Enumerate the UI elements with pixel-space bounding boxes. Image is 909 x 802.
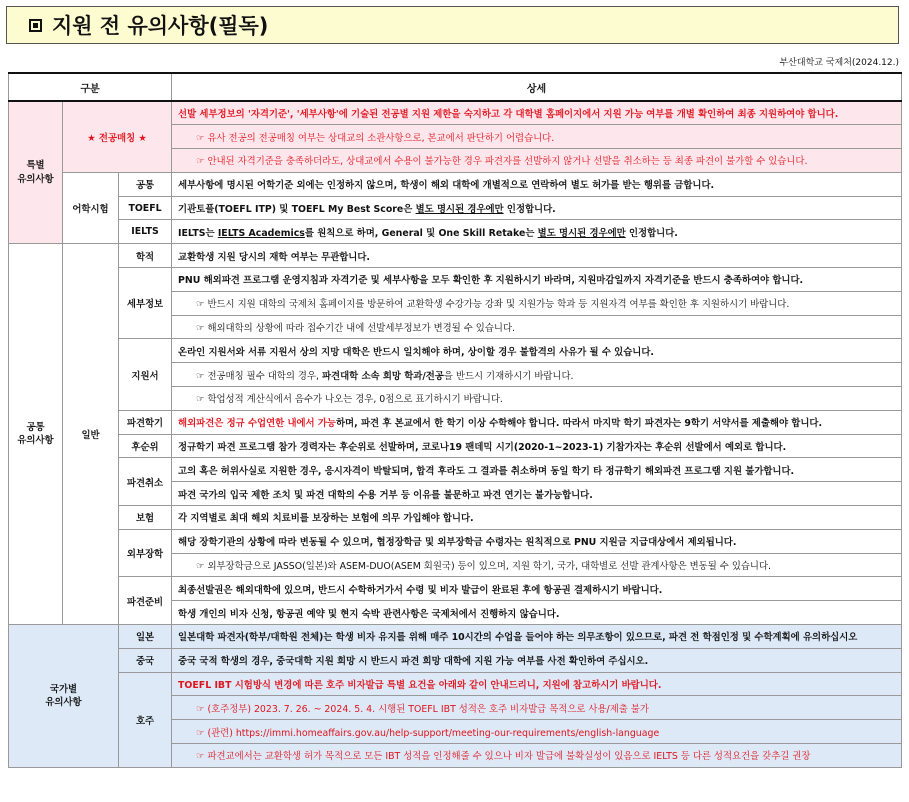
china-text: 중국 국적 학생의 경우, 중국대학 지원 희망 시 반드시 파견 희망 대학에 지원 가능 여부를 사전 확인하여 주십시오. — [172, 648, 902, 672]
table-row — [9, 220, 902, 244]
toefl-text: 기관토플(TOEFL ITP) 및 TOEFL My Best Score은 별도 명시된 경우에만 인정합니다. — [172, 196, 902, 220]
hand-pointer-icon: ☞ — [196, 370, 205, 382]
application-subnote: ☞ 전공매칭 필수 대학의 경우, 파견대학 소속 희망 학과/전공을 반드시 기재하시기 바랍니다. — [172, 363, 902, 387]
insurance-label: 보험 — [119, 506, 172, 530]
table-row — [9, 196, 902, 220]
table-row — [9, 672, 902, 696]
page-title — [6, 6, 899, 44]
common-section-label: 공통 유의사항 — [9, 244, 63, 625]
special-section-label: 특별 유의사항 — [9, 101, 63, 244]
table-row — [9, 506, 902, 530]
cancel-text: 파견 국가의 입국 제한 조치 및 파견 대학의 수용 거부 등 이유를 불문하고 파견 연기는 불가능합니다. — [172, 482, 902, 506]
application-text: 온라인 지원서와 서류 지원서 상의 지망 대학은 반드시 일치해야 하며, 상이할 경우 불합격의 사유가 될 수 있습니다. — [172, 339, 902, 363]
application-subnote: ☞ 학업성적 계산식에서 음수가 나오는 경우, 0점으로 표기하시기 바랍니다. — [172, 387, 902, 411]
ielts-label: IELTS — [119, 220, 172, 244]
major-matching-text: 선발 세부정보의 '자격기준', '세부사항'에 기술된 전공별 지원 제한을 숙지하고 각 대학별 홈페이지에서 지원 가능 여부를 개별 확인하여 최종 지원하여야 합니다. — [172, 101, 902, 125]
japan-label: 일본 — [119, 625, 172, 649]
hand-pointer-icon: ☞ — [196, 751, 205, 763]
lang-common-text: 세부사항에 명시된 어학기준 외에는 인정하지 않으며, 학생이 해외 대학에 개별적으로 연락하여 별도 허가를 받는 행위를 금합니다. — [172, 172, 902, 196]
hand-pointer-icon: ☞ — [196, 323, 205, 335]
hand-pointer-icon: ☞ — [196, 132, 205, 144]
language-test-label: 어학시험 — [63, 172, 119, 243]
australia-text: TOEFL IBT 시험방식 변경에 따른 호주 비자발급 특별 요건을 아래와 같이 안내드리니, 지원에 참고하시기 바랍니다. — [172, 672, 902, 696]
preparation-text: 학생 개인의 비자 신청, 항공권 예약 및 현지 숙박 관련사항은 국제처에서 진행하지 않습니다. — [172, 601, 902, 625]
scholarship-subnote: ☞ 외부장학금으로 JASSO(일본)와 ASEM-DUO(ASEM 회원국) 등이 있으며, 지원 학기, 국가, 대학별로 선발 관계사항은 변동될 수 있습니다. — [172, 553, 902, 577]
square-bullet-icon — [29, 19, 42, 32]
table-row — [9, 101, 902, 125]
preparation-text: 최종선발권은 해외대학에 있으며, 반드시 수학하거가서 수령 및 비자 발급이 완료된 후에 항공권 결제하시기 바랍니다. — [172, 577, 902, 601]
insurance-text: 각 지역별로 최대 해외 치료비를 보장하는 보험에 의무 가입해야 합니다. — [172, 506, 902, 530]
australia-link-note[interactable]: ☞ (관련) https://immi.homeaffairs.gov.au/help-support/meeting-our-requirements/english-language — [172, 720, 902, 744]
page-title-text: 지원 전 유의사항(필독) — [52, 14, 269, 38]
table-row — [9, 529, 902, 553]
major-matching-subnote: ☞ 유사 전공의 전공매칭 여부는 상대교의 소관사항으로, 본교에서 판단하기 어렵습니다. — [172, 125, 902, 149]
table-row — [9, 458, 902, 482]
china-label: 중국 — [119, 648, 172, 672]
notice-table — [8, 72, 902, 768]
priority-label: 후순위 — [119, 434, 172, 458]
table-row — [9, 434, 902, 458]
hand-pointer-icon: ☞ — [196, 299, 205, 311]
header-detail: 상세 — [172, 73, 902, 101]
table-row — [9, 625, 902, 649]
toefl-label: TOEFL — [119, 196, 172, 220]
table-row — [9, 339, 902, 363]
ielts-text: IELTS는 IELTS Academics를 원칙으로 하며, General 및 One Skill Retake는 별도 명시된 경우에만 인정합니다. — [172, 220, 902, 244]
table-row — [9, 268, 902, 292]
detail-info-subnote: ☞ 반드시 지원 대학의 국제처 홈페이지를 방문하여 교환학생 수강가능 강좌 및 지원가능 학과 등 지원자격 여부를 확인한 후 지원하시기 바랍니다. — [172, 291, 902, 315]
table-row — [9, 410, 902, 434]
hand-pointer-icon: ☞ — [196, 727, 205, 739]
major-matching-subnote: ☞ 안내된 자격기준을 충족하더라도, 상대교에서 수용이 불가능한 경우 파견자를 선발하지 않거나 선발을 취소하는 등 최종 파견이 불가할 수 있습니다. — [172, 149, 902, 173]
detail-info-text: PNU 해외파견 프로그램 운영지침과 자격기준 및 세부사항을 모두 확인한 후 지원하시기 바라며, 지원마감일까지 자격기준을 반드시 충족하여야 합니다. — [172, 268, 902, 292]
application-label: 지원서 — [119, 339, 172, 410]
table-row — [9, 244, 902, 268]
detail-info-subnote: ☞ 해외대학의 상황에 따라 접수기간 내에 선발세부정보가 변경될 수 있습니다. — [172, 315, 902, 339]
cancel-text: 고의 혹은 허위사실로 지원한 경우, 응시자격이 박탈되며, 합격 후라도 그 결과를 취소하며 동일 학기 타 정규학기 해외파견 프로그램 지원 불가합니다. — [172, 458, 902, 482]
major-matching-label: ★ 전공매칭 ★ — [63, 101, 172, 172]
country-section-label: 국가별 유의사항 — [9, 625, 119, 768]
table-row — [9, 172, 902, 196]
organization-date: 부산대학교 국제처(2024.12.) — [779, 58, 899, 68]
table-row — [9, 648, 902, 672]
lang-common-label: 공통 — [119, 172, 172, 196]
table-row — [9, 577, 902, 601]
hand-pointer-icon: ☞ — [196, 156, 205, 168]
cancel-label: 파견취소 — [119, 458, 172, 506]
japan-text: 일본대학 파견자(학부/대학원 전체)는 학생 비자 유지를 위해 매주 10시간의 수업을 들어야 하는 의무조항이 있으므로, 파견 전 학점인정 및 수학계획에 유의하십시오 — [172, 625, 902, 649]
australia-label: 호주 — [119, 672, 172, 767]
academic-text: 교환학생 지원 당시의 재학 여부는 무관합니다. — [172, 244, 902, 268]
table-header-row — [9, 73, 902, 101]
hand-pointer-icon: ☞ — [196, 703, 205, 715]
australia-subnote: ☞ 파견교에서는 교환학생 허가 목적으로 모든 IBT 성적을 인정해줄 수 있으나 비자 발급에 불확실성이 있음으로 IELTS 등 다른 성적요건을 갖추길 권장 — [172, 744, 902, 768]
academic-label: 학적 — [119, 244, 172, 268]
hand-pointer-icon: ☞ — [196, 394, 205, 406]
preparation-label: 파견준비 — [119, 577, 172, 625]
semester-text: 해외파견은 정규 수업연한 내에서 가능하며, 파견 후 본교에서 한 학기 이상 수학해야 합니다. 따라서 마지막 학기 파견자는 9학기 서약서를 제출해야 합니다. — [172, 410, 902, 434]
scholarship-text: 해당 장학기관의 상황에 따라 변동될 수 있으며, 협정장학금 및 외부장학금 수령자는 원칙적으로 PNU 지원금 지급대상에서 제외됩니다. — [172, 529, 902, 553]
general-label: 일반 — [63, 244, 119, 625]
priority-text: 정규학기 파견 프로그램 참가 경력자는 후순위로 선발하며, 코로나19 팬데믹 시기(2020-1~2023-1) 기참가자는 후순위 선발에서 예외로 합니다. — [172, 434, 902, 458]
australia-subnote: ☞ (호주정부) 2023. 7. 26. ~ 2024. 5. 4. 시행된 TOEFL IBT 성적은 호주 비자발급 목적으로 사용/제출 불가 — [172, 696, 902, 720]
scholarship-label: 외부장학 — [119, 529, 172, 577]
hand-pointer-icon: ☞ — [196, 561, 205, 573]
semester-label: 파견학기 — [119, 410, 172, 434]
header-category: 구분 — [9, 73, 172, 101]
detail-info-label: 세부정보 — [119, 268, 172, 339]
